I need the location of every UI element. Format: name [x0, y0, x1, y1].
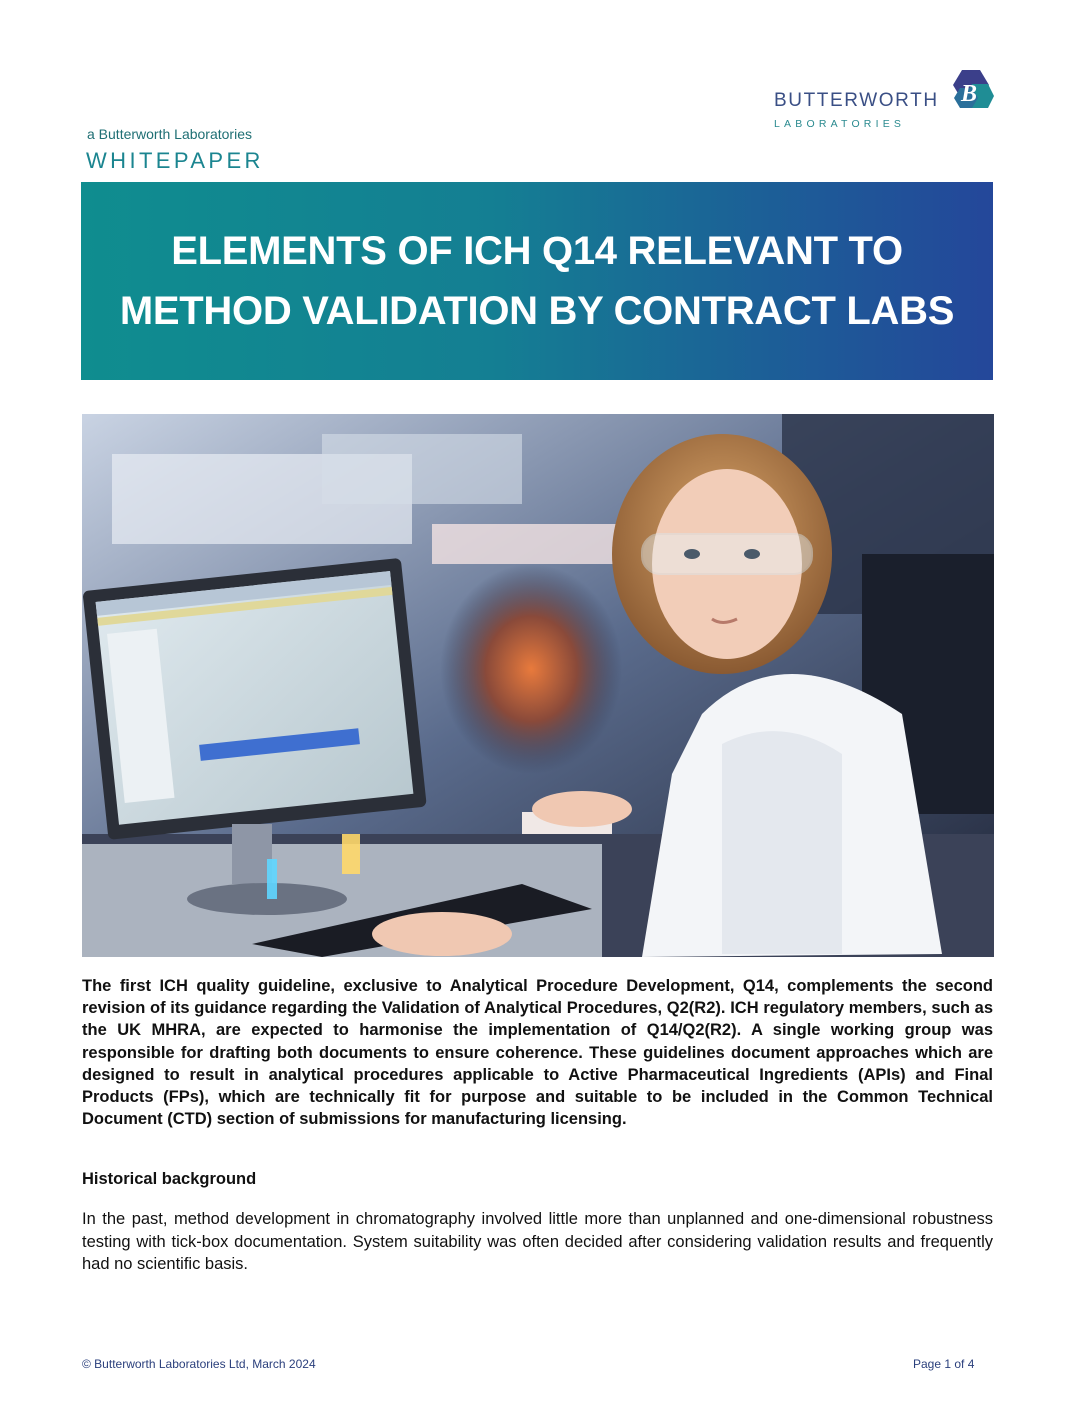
- body-paragraph: In the past, method development in chromatography involved little more than unplanned and one-dimensional robustness testing with tick-box documentation. System suitability was often decided after considering validation results and frequently had no scientific basis.: [82, 1210, 993, 1273]
- photo-illustration: [82, 414, 994, 957]
- title-line-2: METHOD VALIDATION BY CONTRACT LABS: [119, 289, 955, 333]
- footer-copyright: © Butterworth Laboratories Ltd, March 2024: [82, 1357, 316, 1371]
- title-banner: [81, 182, 993, 380]
- header-kicker: a Butterworth Laboratories: [87, 126, 252, 142]
- logo-subtitle: LABORATORIES: [774, 118, 906, 130]
- document-type-label: WHITEPAPER: [86, 148, 264, 173]
- hexagon-logo-icon: [942, 68, 994, 120]
- svg-text:B: B: [960, 81, 978, 107]
- intro-paragraph: The first ICH quality guideline, exclusive to Analytical Procedure Development, Q14, complements the second revision of its guidance regarding the Validation of Analytical Procedures, Q2(R2). ICH regulatory members, such as the UK MHRA, are expected to harmonise the implementation of Q14/Q2(R2). A single working group was responsible for drafting both documents to ensure coherence. These guidelines document approaches which are designed to result in analytical procedures applicable to Active Pharmaceutical Ingredients (APIs) and Final Products (FPs), which are technically fit for purpose and suitable to be included in the Common Technical Document (CTD) section of submissions for manufacturing licensing.: [82, 977, 993, 1129]
- footer-page-number: Page 1 of 4: [913, 1357, 975, 1371]
- company-logo: [770, 66, 1000, 136]
- title-line-1: ELEMENTS OF ICH Q14 RELEVANT TO: [171, 229, 903, 273]
- logo-wordmark: BUTTERWORTH: [774, 90, 939, 111]
- section-heading: Historical background: [82, 1170, 257, 1188]
- lab-scientist-photo: [82, 414, 994, 957]
